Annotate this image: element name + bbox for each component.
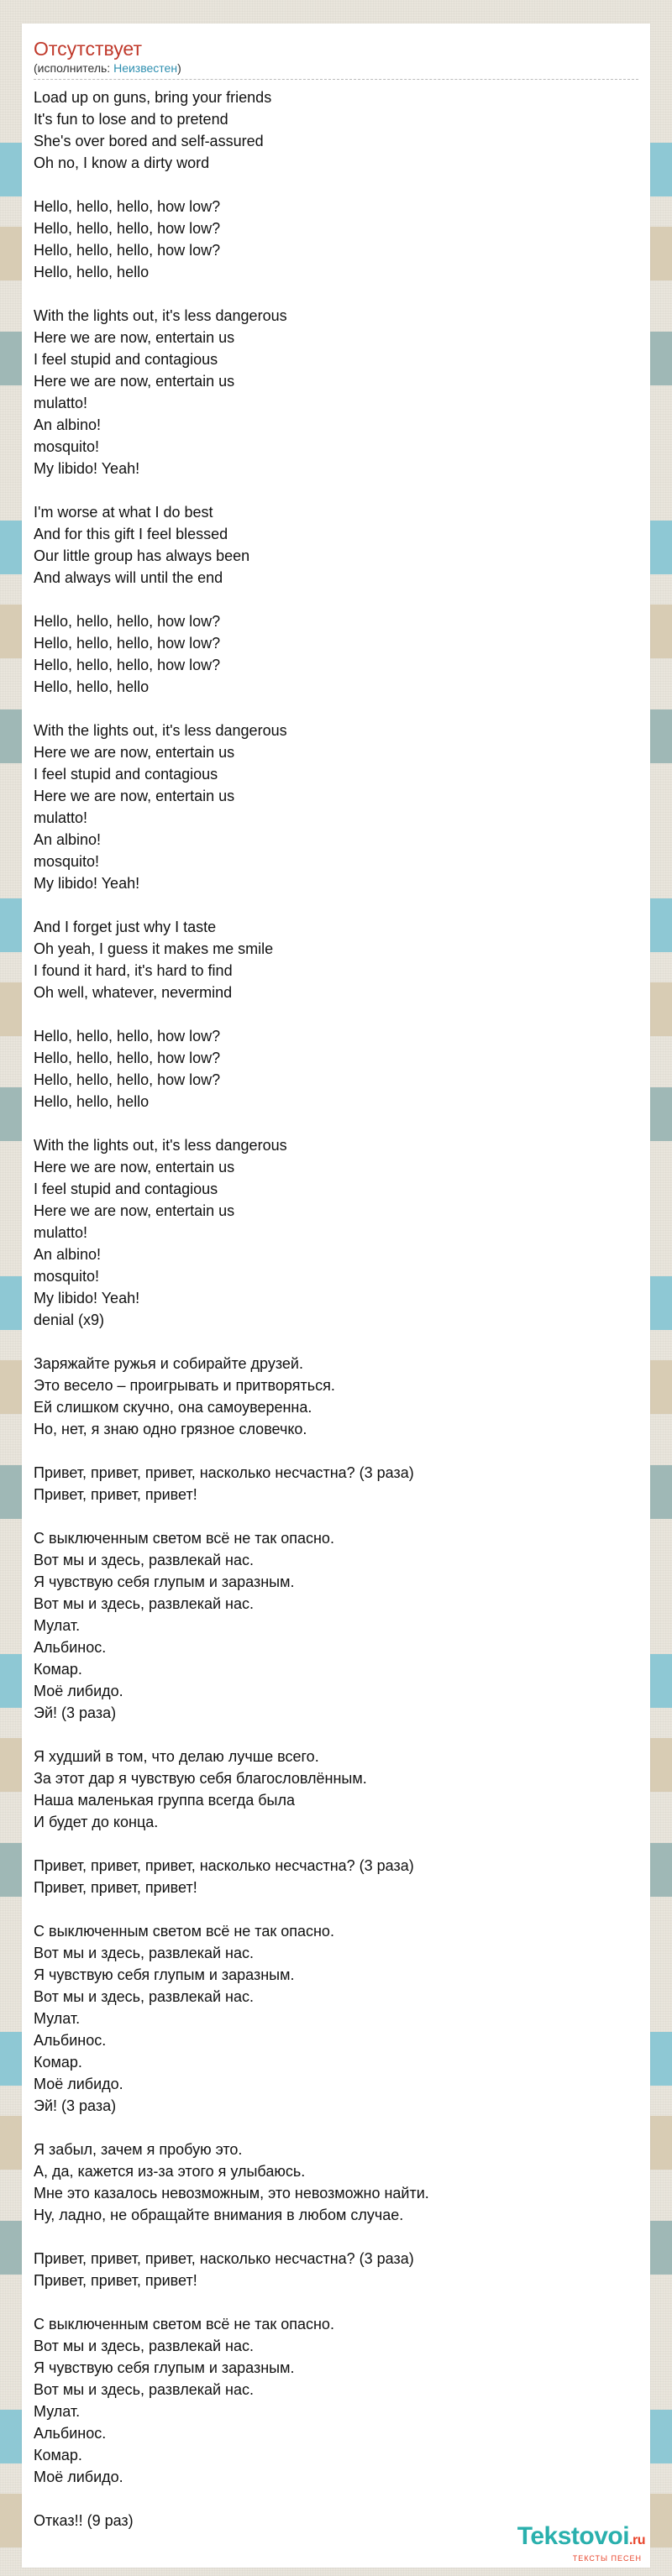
title-divider	[34, 79, 638, 80]
bg-stripe	[650, 2410, 672, 2463]
bg-stripe	[0, 709, 22, 763]
bg-stripe	[650, 1087, 672, 1141]
bg-stripe	[0, 1465, 22, 1519]
bg-stripe	[650, 521, 672, 574]
bg-stripe	[650, 1360, 672, 1414]
bg-stripe	[0, 332, 22, 385]
artist-suffix: )	[177, 61, 181, 75]
bg-stripe	[650, 332, 672, 385]
bg-stripe	[0, 1738, 22, 1792]
bg-stripe	[650, 1843, 672, 1897]
bg-stripe	[650, 1738, 672, 1792]
bg-stripe	[650, 1654, 672, 1708]
bg-stripe	[0, 898, 22, 952]
bg-stripe	[650, 227, 672, 280]
bg-stripe	[0, 227, 22, 280]
logo-wordmark	[517, 2523, 645, 2554]
bg-stripe	[650, 2221, 672, 2275]
bg-stripe	[0, 1843, 22, 1897]
artist-prefix: (исполнитель:	[34, 61, 114, 75]
bg-stripe	[0, 605, 22, 658]
lyrics-text: Load up on guns, bring your friends It's fun to lose and to pretend She's over bored and self-assured Oh no, I know a dirty word Hello, hello, hello, how low? Hello, hello, hello, how low? Hello, hello, hello, how low? Hello, hello, hello With the lights out, it's less dangerous Here we are now, entertain us I feel stupid and contagious Here we are now, entertain us mulatto! An albino! mosquito! My libido! Yeah! I'm worse at what I do best And for this gift I feel blessed Our little group has always been And always will until the end Hello, hello, hello, how low? Hello, hello, hello, how low? Hello, hello, hello, how low? Hello, hello, hello With the lights out, it's less dangerous Here we are now, entertain us I feel stupid and contagious Here we are now, entertain us mulatto! An albino! mosquito! My libido! Yeah! And I forget just why I taste Oh yeah, I guess it makes me smile I found it hard, it's hard to find Oh well, whatever, nevermind Hello, hello, hello, how low? Hello, hello, hello, how low? Hello, hello, hello, how low? Hello, hello, hello With the lights out, it's less dangerous Here we are now, entertain us I feel stupid and contagious Here we are now, entertain us mulatto! An albino! mosquito! My libido! Yeah! denial (x9) Заряжайте ружья и собирайте друзей. Это весело – проигрывать и притворяться. Ей слишком скучно, она самоуверенна. Но, нет, я знаю одно грязное словечко. Привет, привет, привет, насколько несчастна? (3 раза) Привет, привет, привет! С выключенным светом всё не так опасно. Вот мы и здесь, развлекай нас. Я чувствую себя глупым и заразным. Вот мы и здесь, развлекай нас. Мулат. Альбинос. Комар. Моё либидо. Эй! (3 раза) Я худший в том, что делаю лучше всего. За этот дар я чувствую себя благословлённым. Наша маленькая группа всегда была И будет до конца. Привет, привет, привет, насколько несчастна? (3 раза) Привет, привет, привет! С выключенным светом всё не так опасно. Вот мы и здесь, развлекай нас. Я чувствую себя глупым и заразным. Вот мы и здесь, развлекай нас. Мулат. Альбинос. Комар. Моё либидо. Эй! (3 раза) Я забыл, зачем я пробую это. А, да, кажется из-за этого я улыбаюсь. Мне это казалось невозможным, это невозможно найти. Ну, ладно, не обращайте внимания в любом случае. Привет, привет, привет, насколько несчастна? (3 раза) Привет, привет, привет! С выключенным светом всё не так опасно. Вот мы и здесь, развлекай нас. Я чувствую себя глупым и заразным. Вот мы и здесь, развлекай нас. Мулат. Альбинос. Комар. Моё либидо. Отказ!! (9 раз)	[34, 89, 429, 2529]
bg-stripe	[0, 2221, 22, 2275]
bg-stripe	[0, 2410, 22, 2463]
bg-stripe	[650, 605, 672, 658]
bg-stripe	[650, 1276, 672, 1330]
bg-stripe	[0, 2116, 22, 2170]
logo-tagline: ТЕКСТЫ ПЕСЕН	[572, 2554, 642, 2563]
song-title: Отсутствует	[34, 38, 142, 60]
bg-stripe	[0, 1654, 22, 1708]
logo-tld: .ru	[629, 2533, 645, 2547]
logo-brand: Tekstovoi	[517, 2522, 630, 2550]
site-logo[interactable]	[517, 2523, 645, 2563]
bg-stripe	[0, 143, 22, 196]
bg-stripe	[650, 2494, 672, 2547]
bg-stripe	[0, 1087, 22, 1141]
bg-stripe	[0, 982, 22, 1036]
bg-stripe	[650, 2032, 672, 2086]
bg-stripe	[0, 2494, 22, 2547]
artist-line	[34, 60, 638, 76]
bg-stripe	[650, 709, 672, 763]
bg-stripe	[650, 982, 672, 1036]
bg-stripe	[650, 898, 672, 952]
bg-stripe	[0, 521, 22, 574]
bg-stripe	[650, 143, 672, 196]
bg-stripe	[650, 2116, 672, 2170]
bg-stripe	[0, 1360, 22, 1414]
lyrics-card	[22, 24, 650, 2568]
bg-stripe	[0, 2032, 22, 2086]
bg-stripe	[650, 1465, 672, 1519]
artist-link[interactable]: Неизвестен	[113, 61, 178, 75]
bg-stripe	[0, 1276, 22, 1330]
